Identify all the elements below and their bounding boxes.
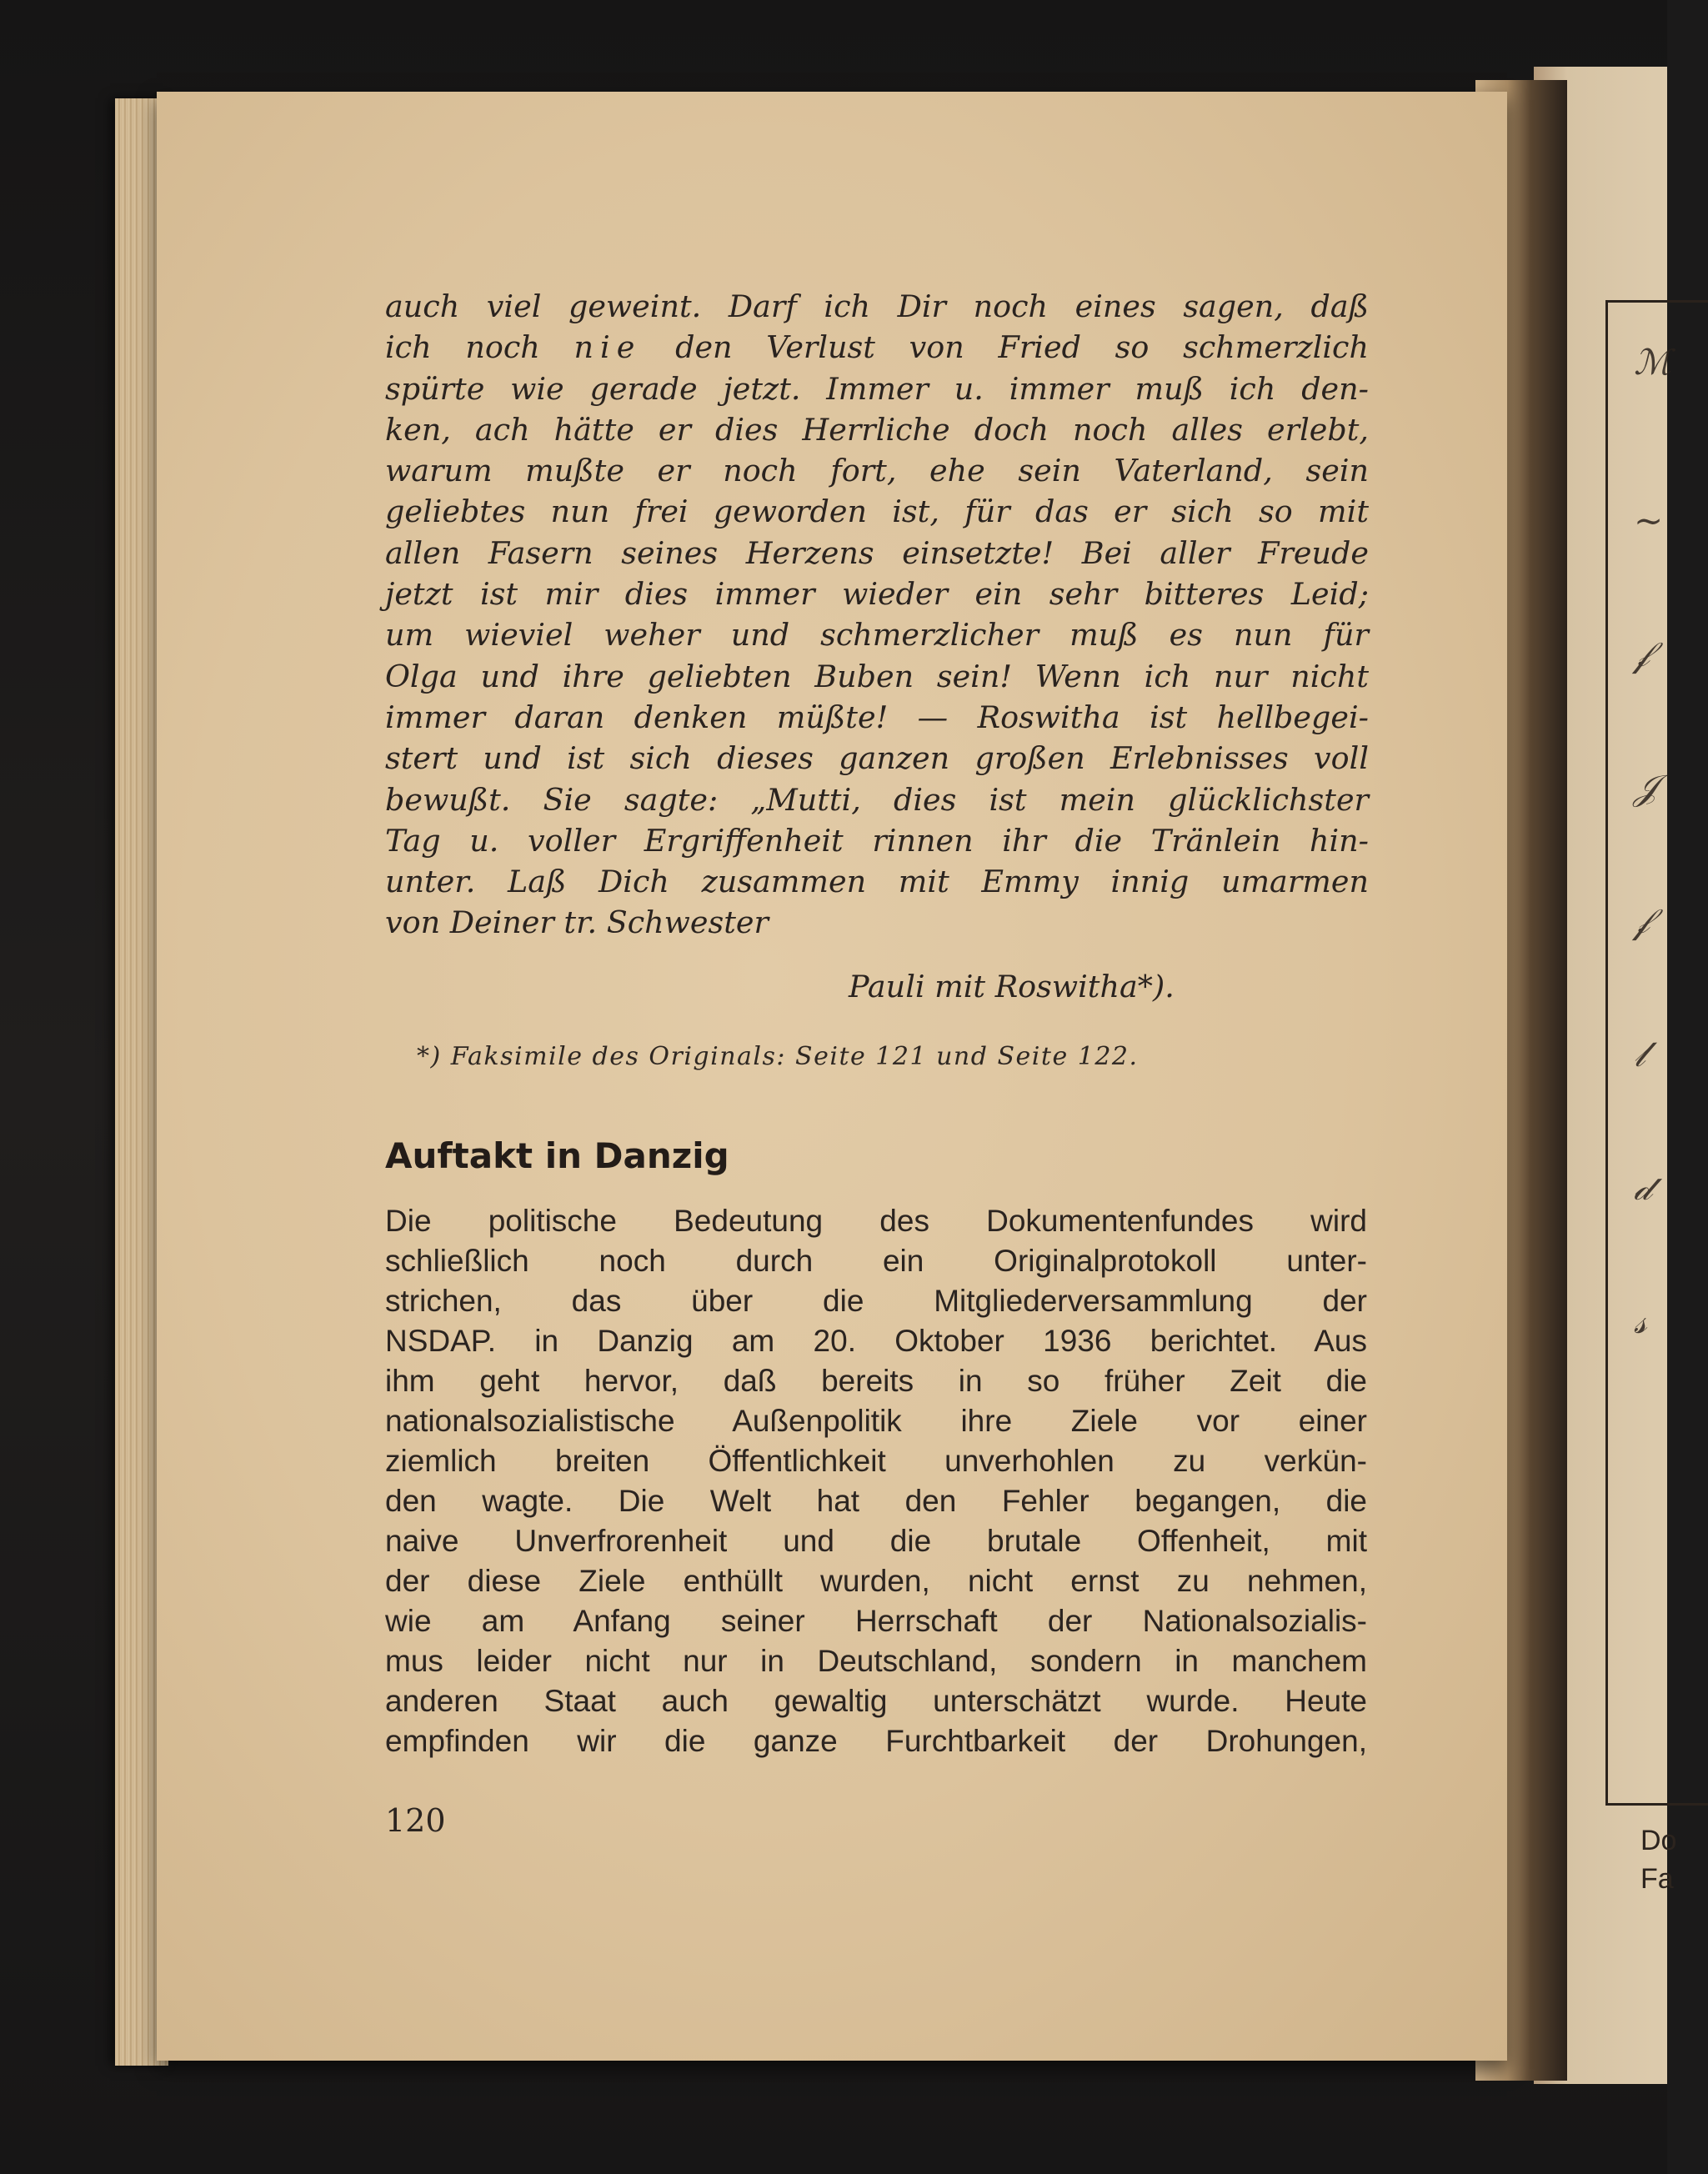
- body-line: mus leider nicht nur in Deutschland, sondern in manchem: [385, 1644, 1367, 1678]
- letter-line: unter. Laß Dich zusammen mit Emmy innig umarmen: [385, 864, 1369, 900]
- body-line: empfinden wir die ganze Furchtbarkeit der Drohungen,: [385, 1724, 1367, 1758]
- body-line: schließlich noch durch ein Originalprotokoll unter-: [385, 1244, 1367, 1278]
- footnote: *) Faksimile des Originals: Seite 121 und Seite 122.: [417, 1042, 1139, 1071]
- facing-caption-line: Fa: [1640, 1863, 1674, 1895]
- handwriting-mark: ~: [1634, 500, 1664, 541]
- letter-text: [385, 286, 1369, 944]
- handwriting-mark: 𝒹: [1634, 1167, 1652, 1208]
- handwriting-mark: ℳ: [1634, 342, 1671, 383]
- letter-line: geliebtes nun frei geworden ist, für das er sich so mit: [385, 493, 1369, 530]
- body-line: der diese Ziele enthüllt wurden, nicht ernst zu nehmen,: [385, 1564, 1367, 1598]
- body-line: NSDAP. in Danzig am 20. Oktober 1936 berichtet. Aus: [385, 1324, 1367, 1358]
- body-line: ziemlich breiten Öffentlichkeit unverhohlen zu verkün-: [385, 1444, 1367, 1478]
- page-number: 120: [385, 1802, 446, 1839]
- letter-line-part: den Verlust von Fried so schmerzlich: [675, 329, 1369, 366]
- letter-line: Olga und ihre geliebten Buben sein! Wenn ich nur nicht: [385, 658, 1369, 694]
- body-line: nationalsozialistische Außenpolitik ihre Ziele vor einer: [385, 1404, 1367, 1438]
- letter-line: immer daran denken müßte! — Roswitha ist hellbegei-: [385, 699, 1369, 735]
- letter-line: um wieviel weher und schmerzlicher muß es nun für: [385, 617, 1369, 654]
- letter-line-part: ich noch: [385, 329, 540, 366]
- letter-line: bewußt. Sie sagte: „Mutti, dies ist mein glücklichster: [385, 781, 1369, 818]
- letter-emphasis: nie: [574, 329, 642, 366]
- letter-line: jetzt ist mir dies immer wieder ein sehr bitteres Leid;: [385, 576, 1369, 613]
- handwriting-mark: 𝒻: [1634, 634, 1650, 674]
- body-text: [385, 1201, 1367, 1761]
- handwriting-mark: 𝒥: [1634, 767, 1658, 808]
- body-line: strichen, das über die Mitgliederversammlung der: [385, 1284, 1367, 1318]
- handwriting-mark: 𝓁: [1634, 1034, 1645, 1074]
- letter-line: Tag u. voller Ergriffenheit rinnen ihr die Tränlein hin-: [385, 822, 1369, 859]
- body-line: wie am Anfang seiner Herrschaft der Nationalsozialis-: [385, 1604, 1367, 1638]
- handwriting-mark: 𝒻: [1634, 900, 1650, 941]
- letter-line: allen Fasern seines Herzens einsetzte! Bei aller Freude: [385, 534, 1369, 571]
- letter-line: warum mußte er noch fort, ehe sein Vaterland, sein: [385, 453, 1369, 489]
- facing-caption-line: Do: [1640, 1825, 1677, 1856]
- letter-line: stert und ist sich dieses ganzen großen Erlebnisses voll: [385, 740, 1369, 777]
- section-heading: Auftakt in Danzig: [385, 1135, 729, 1176]
- handwriting-mark: 𝓈: [1634, 1300, 1647, 1341]
- letter-line: ken, ach hätte er dies Herrliche doch noch alles erlebt,: [385, 411, 1369, 448]
- letter-signature: Pauli mit Roswitha*).: [849, 969, 1175, 1004]
- facing-page-caption: [1640, 1821, 1676, 1898]
- body-line: naive Unverfrorenheit und die brutale Offenheit, mit: [385, 1524, 1367, 1558]
- letter-line: auch viel geweint. Darf ich Dir noch eines sagen, daß: [385, 288, 1369, 324]
- body-line: den wagte. Die Welt hat den Fehler begangen, die: [385, 1484, 1367, 1518]
- letter-line: spürte wie gerade jetzt. Immer u. immer muß ich den-: [385, 370, 1369, 407]
- letter-line: [385, 327, 1369, 368]
- body-line: ihm geht hervor, daß bereits in so früher Zeit die: [385, 1364, 1367, 1398]
- letter-line: von Deiner tr. Schwester: [385, 904, 769, 941]
- body-line: Die politische Bedeutung des Dokumentenfundes wird: [385, 1204, 1367, 1238]
- body-line: anderen Staat auch gewaltig unterschätzt wurde. Heute: [385, 1684, 1367, 1718]
